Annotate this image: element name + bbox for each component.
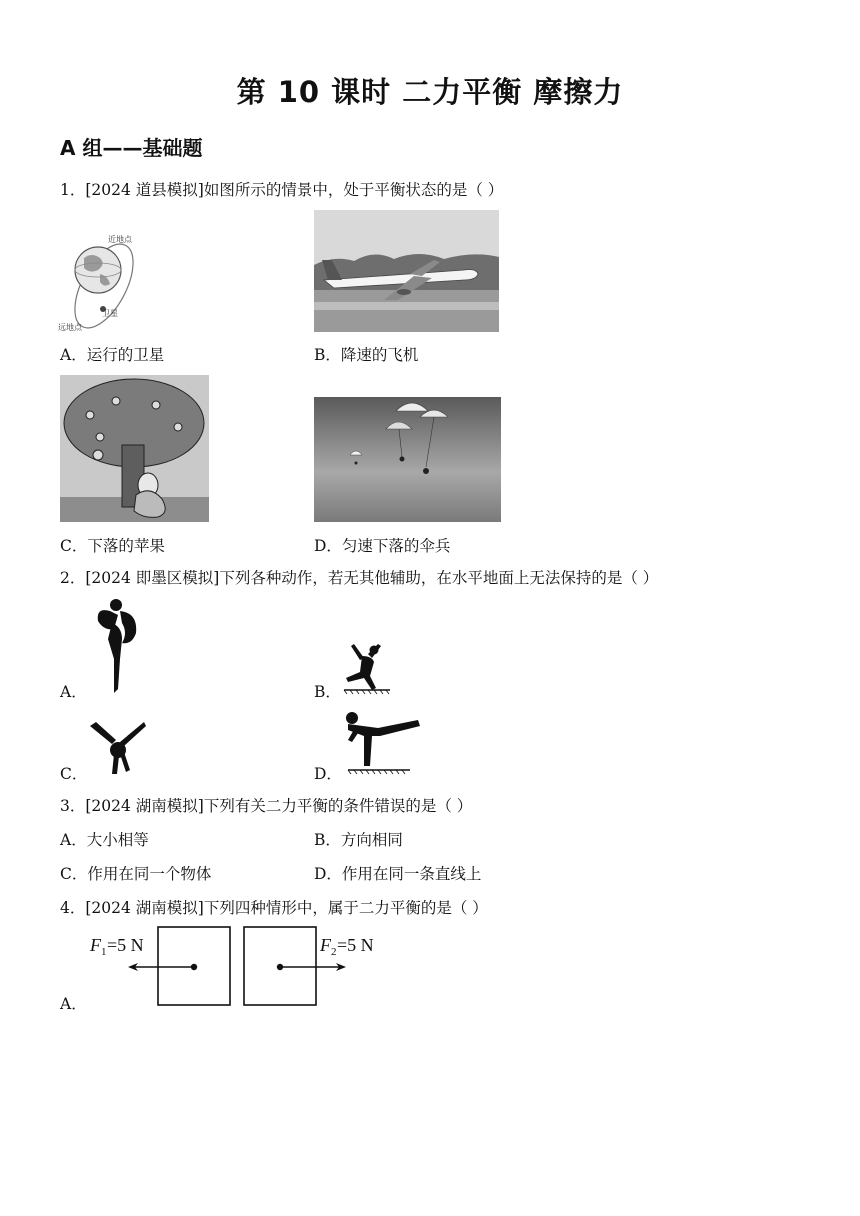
f1-symbol: F bbox=[90, 935, 101, 955]
page-title: 第 10 课时 二力平衡 摩擦力 bbox=[236, 75, 624, 109]
satellite-label: 卫星 bbox=[102, 309, 118, 318]
q1-option-d: D．匀速下落的伞兵 bbox=[314, 537, 451, 555]
question-2-stem: 2．[2024 即墨区模拟]下列各种动作，若无其他辅助，在水平地面上无法保持的是（ ） bbox=[60, 569, 659, 587]
f2-symbol: F bbox=[320, 935, 331, 955]
gymnast-silhouette-a bbox=[90, 597, 146, 695]
section-heading: A 组——基础题 bbox=[60, 136, 203, 160]
q2-option-d: D． bbox=[314, 765, 342, 783]
force-diagram-a bbox=[88, 925, 388, 1009]
q3-option-d: D．作用在同一条直线上 bbox=[314, 865, 482, 883]
f1-subscript: 1 bbox=[101, 946, 107, 958]
q3-option-a: A．大小相等 bbox=[60, 831, 149, 849]
gymnast-silhouette-b bbox=[340, 640, 392, 696]
q4-option-a: A． bbox=[60, 995, 87, 1013]
q2-option-a: A． bbox=[60, 683, 87, 701]
q2-option-b: B． bbox=[314, 683, 341, 701]
q2-option-c: C． bbox=[60, 765, 88, 783]
apogee-label: 远地点 bbox=[58, 323, 82, 332]
q3-option-c: C．作用在同一个物体 bbox=[60, 865, 212, 883]
paratroopers-photo bbox=[314, 397, 501, 522]
f2-subscript: 2 bbox=[331, 946, 337, 958]
gymnast-silhouette-c bbox=[88, 718, 150, 778]
apple-tree-figure bbox=[60, 375, 209, 522]
question-4-stem: 4．[2024 湖南模拟]下列四种情形中，属于二力平衡的是（ ） bbox=[60, 899, 488, 917]
perigee-label: 近地点 bbox=[108, 235, 132, 244]
f2-value: =5 N bbox=[337, 935, 374, 955]
question-1-stem: 1．[2024 道县模拟]如图所示的情景中，处于平衡状态的是（ ） bbox=[60, 181, 504, 199]
q3-option-b: B．方向相同 bbox=[314, 831, 403, 849]
q1-option-a: A．运行的卫星 bbox=[60, 346, 165, 364]
question-3-stem: 3．[2024 湖南模拟]下列有关二力平衡的条件错误的是（ ） bbox=[60, 797, 473, 815]
q1-option-c: C．下落的苹果 bbox=[60, 537, 165, 555]
f1-value: =5 N bbox=[107, 935, 144, 955]
satellite-orbit-figure bbox=[58, 228, 150, 336]
q1-option-b: B．降速的飞机 bbox=[314, 346, 419, 364]
airplane-photo bbox=[314, 210, 499, 332]
gymnast-silhouette-d bbox=[340, 708, 426, 776]
